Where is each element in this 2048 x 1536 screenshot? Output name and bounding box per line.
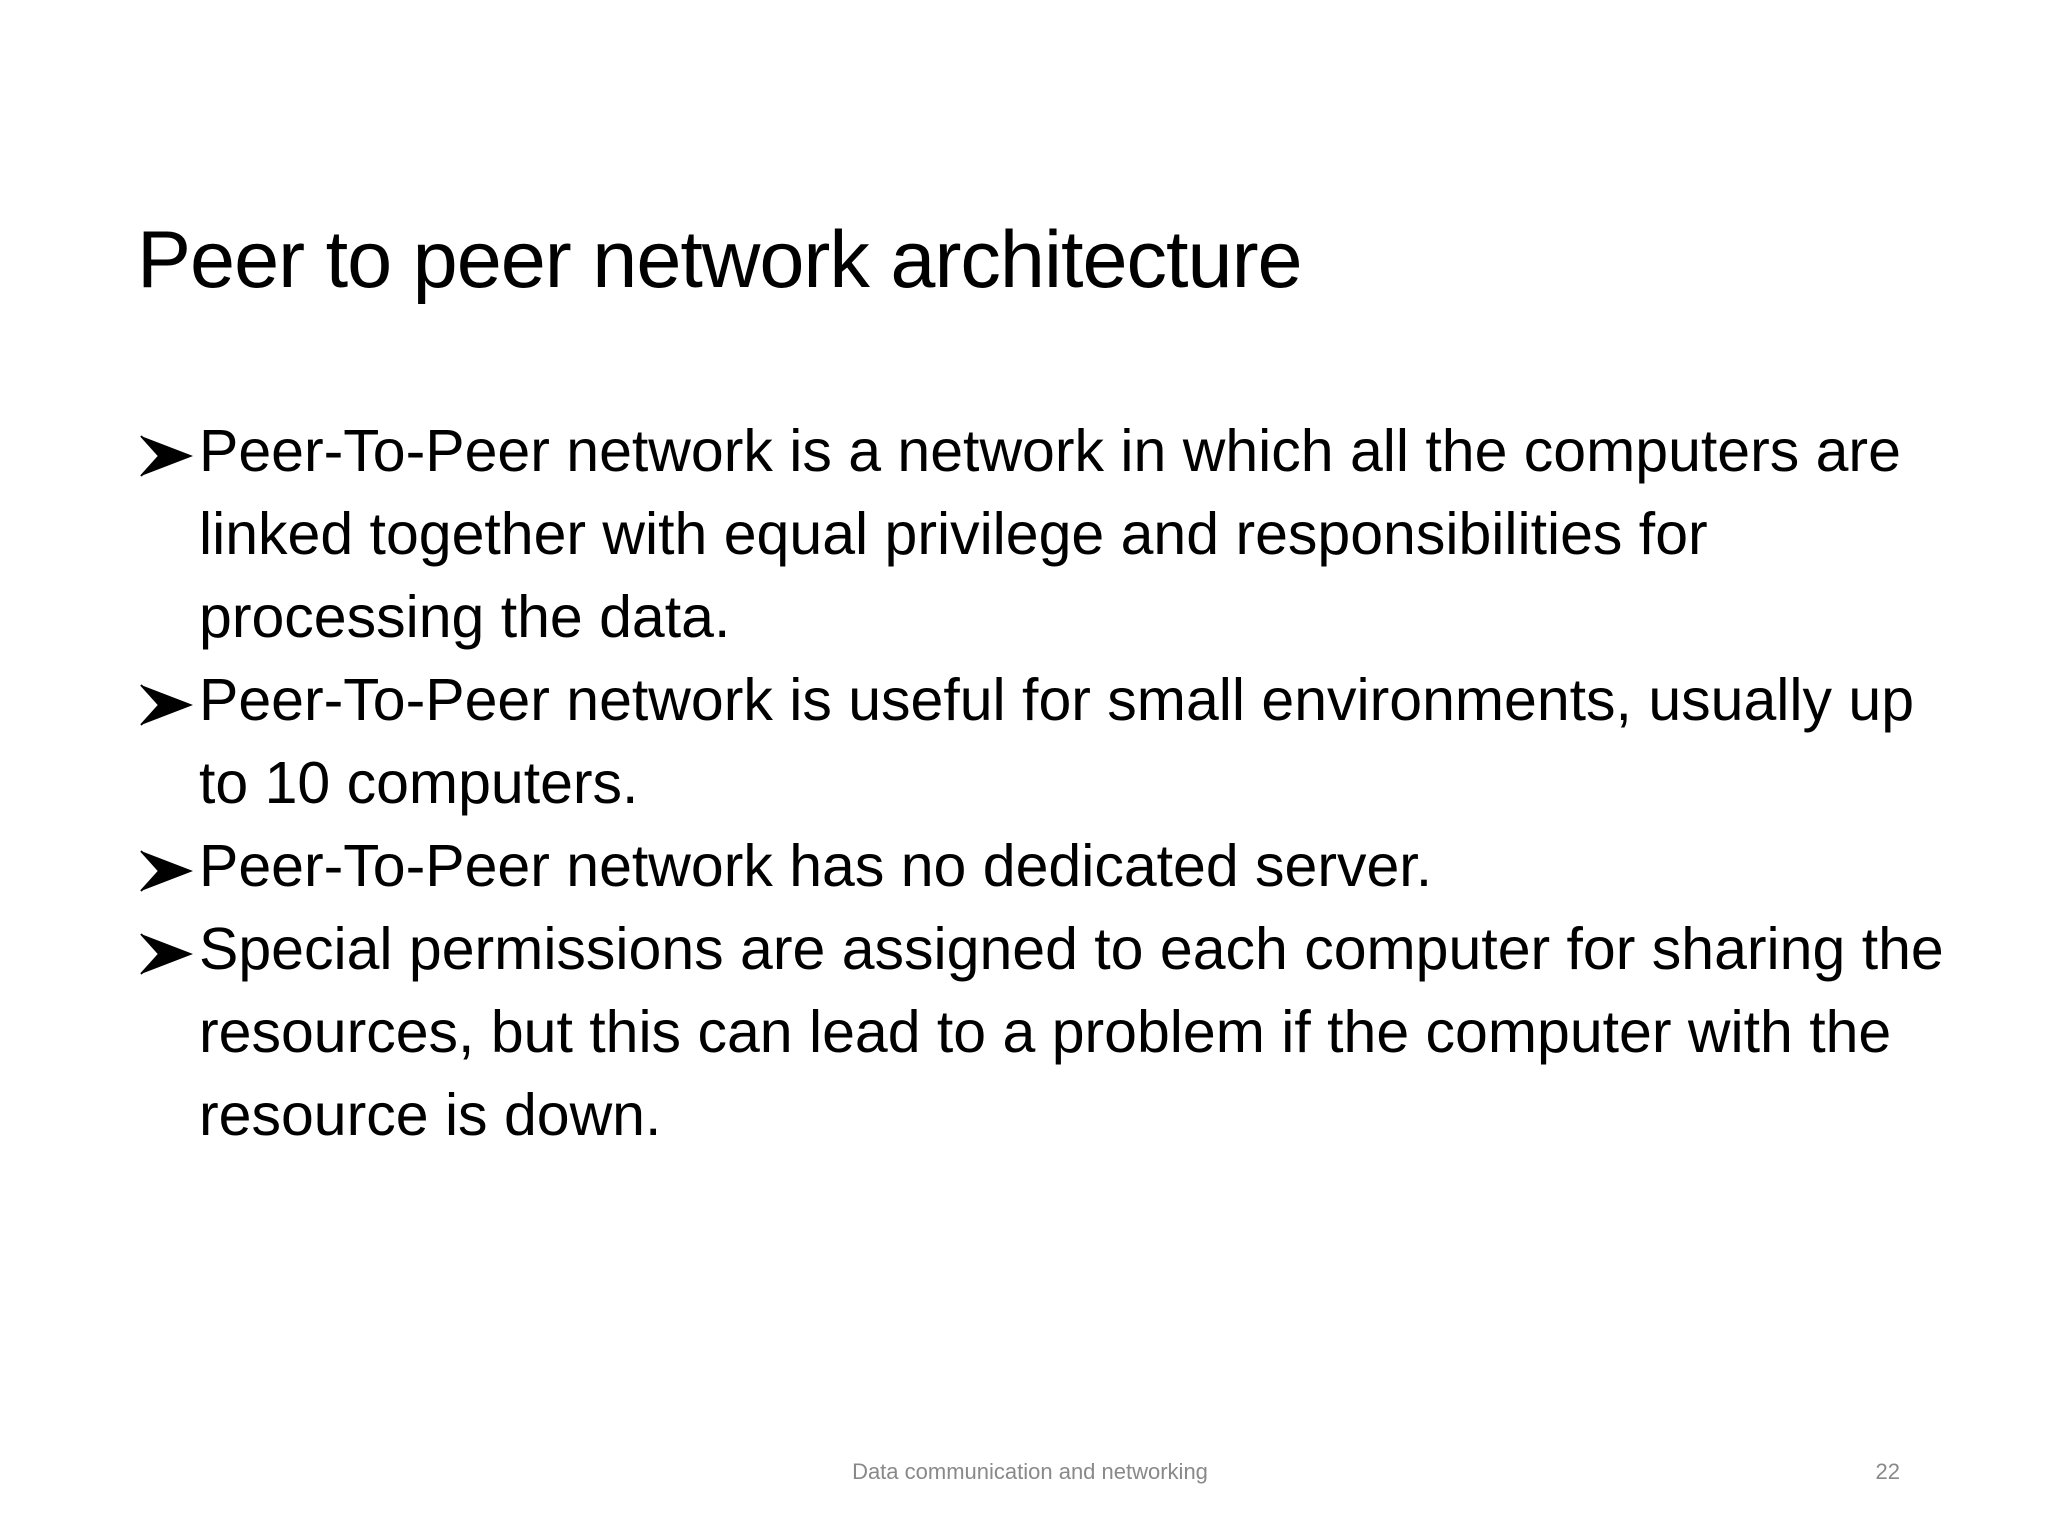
bullet-item [137, 908, 1957, 1157]
bullet-text: Peer-To-Peer network has no dedicated server. [199, 833, 1433, 899]
bullet-text: Special permissions are assigned to each computer for sharing the resources, but this can lead to a problem if the computer with the resource is down. [199, 916, 1944, 1148]
page-number: 22 [1875, 1459, 1900, 1484]
bullet-text: Peer-To-Peer network is a network in which all the computers are linked together with equal privilege and responsibilities for processing the data. [199, 418, 1901, 650]
slide-title: Peer to peer network architecture [137, 215, 1302, 305]
bullet-item [137, 659, 1957, 825]
arrow-bullet-icon [137, 932, 195, 976]
slide-footer: Data communication and networking [852, 1459, 1208, 1484]
bullet-item [137, 825, 1957, 908]
arrow-bullet-icon [137, 434, 195, 478]
bullet-list [137, 410, 1957, 1157]
bullet-text: Peer-To-Peer network is useful for small environments, usually up to 10 computers. [199, 667, 1915, 816]
arrow-bullet-icon [137, 683, 195, 727]
bullet-item [137, 410, 1957, 659]
arrow-bullet-icon [137, 849, 195, 893]
